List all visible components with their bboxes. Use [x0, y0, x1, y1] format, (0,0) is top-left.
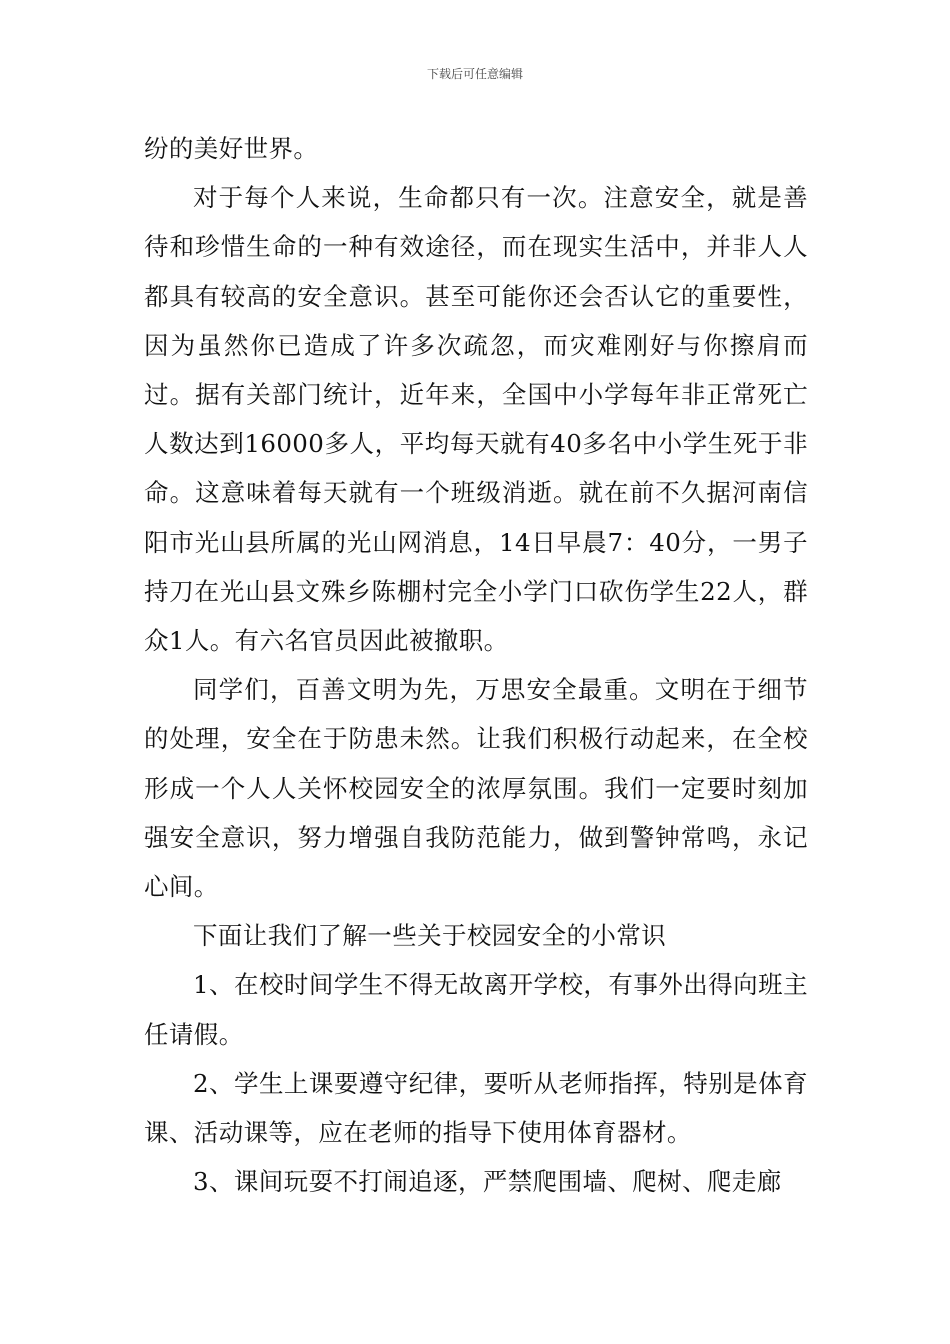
list-item-3: 3、课间玩耍不打闹追逐，严禁爬围墙、爬树、爬走廊	[193, 1167, 782, 1197]
paragraph-3: 同学们，百善文明为先，万思安全最重。文明在于细节的处理，安全在于防患未然。让我们积极行动起来，在全校形成一个人人关怀校园安全的浓厚氛围。我们一定要时刻加强安全意识，努力增强自我防范能力，做到警钟常鸣，永记心间。	[144, 675, 808, 902]
list-item-1: 1、在校时间学生不得无故离开学校，有事外出得向班主任请假。	[144, 970, 808, 1049]
paragraph-2: 对于每个人来说，生命都只有一次。注意安全，就是善待和珍惜生命的一种有效途径，而在现实生活中，并非人人都具有较高的安全意识。甚至可能你还会否认它的重要性，因为虽然你已造成了许多次疏忽，而灾难刚好与你擦肩而过。据有关部门统计，近年来，全国中小学每年非正常死亡人数达到16000多人，平均每天就有40多名中小学生死于非命。这意味着每天就有一个班级消逝。就在前不久据河南信阳市光山县所属的光山网消息，14日早晨7：40分，一男子持刀在光山县文殊乡陈棚村完全小学门口砍伤学生22人，群众1人。有六名官员因此被撤职。	[144, 183, 808, 656]
paragraph-4: 下面让我们了解一些关于校园安全的小常识	[193, 921, 667, 951]
paragraph-1: 纷的美好世界。	[144, 134, 319, 163]
document-body	[144, 124, 808, 1206]
list-item-2: 2、学生上课要遵守纪律，要听从老师指挥，特别是体育课、活动课等，应在老师的指导下使用体育器材。	[144, 1068, 808, 1148]
page-header: 下载后可任意编辑	[426, 67, 523, 81]
